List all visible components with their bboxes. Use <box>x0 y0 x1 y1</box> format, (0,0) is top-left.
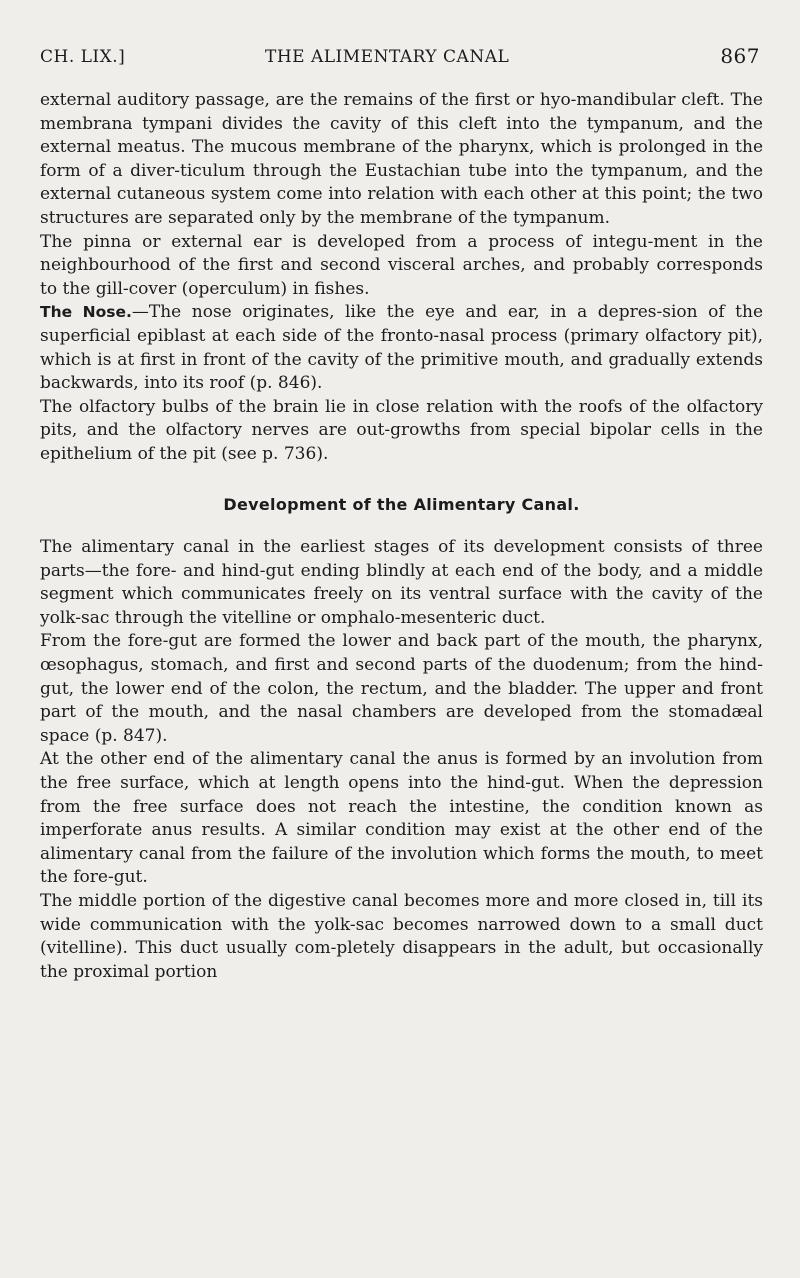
paragraph-text: From the fore-gut are formed the lower and back part of the mouth, the pharynx, œsophagus, stomach, and first and second parts of the duodenum; from the hind-gut, the lower end of the colon, the rectum, and the bladder. The upper and front part of the mouth, and the nasal chambers are developed from the stomadæal space (p. 847). <box>40 631 763 746</box>
paragraph <box>40 396 763 467</box>
paragraph <box>40 890 763 984</box>
paragraph-text: The middle portion of the digestive canal becomes more and more closed in, till its wide communication with the yolk-sac becomes narrowed down to a small duct (vitelline). This duct usually com-pletely disappears in the adult, but occasionally the proximal portion <box>40 891 763 982</box>
body-text <box>40 89 763 984</box>
running-head <box>40 44 760 77</box>
run-in-heading: The Nose. <box>40 303 132 322</box>
paragraph <box>40 231 763 302</box>
paragraph-text: The alimentary canal in the earliest stages of its development consists of three parts—the fore- and hind-gut ending blindly at each end of the body, and a middle segment which communicates freely on its ventral surface with the cavity of the yolk-sac through the vitelline or omphalo-mesenteric duct. <box>40 537 763 628</box>
running-title: THE ALIMENTARY CANAL <box>265 47 510 67</box>
section-heading: Development of the Alimentary Canal. <box>223 494 580 514</box>
paragraph <box>40 301 763 395</box>
paragraph <box>40 630 763 748</box>
chapter-label: CH. LIX.] <box>40 47 126 67</box>
paragraph-text: The olfactory bulbs of the brain lie in close relation with the roofs of the olfactory pits, and the olfactory nerves are out-growths from special bipolar cells in the epithelium of the pit (see p. 736). <box>40 396 763 464</box>
paragraph <box>40 89 763 231</box>
paragraph-text: The pinna or external ear is developed from a process of integu-ment in the neighbourhood of the first and second visceral arches, and probably corresponds to the gill-cover (operculum) in fishes. <box>40 231 763 299</box>
paragraph-text: At the other end of the alimentary canal the anus is formed by an involution from the free surface, which at length opens into the hind-gut. When the depression from the free surface does not reach the intestine, the condition known as imperforate anus results. A similar condition may exist at the other end of the alimentary canal from the failure of the involution which forms the mouth, to meet the fore-gut. <box>40 749 763 888</box>
page-number: 867 <box>720 44 760 68</box>
paragraph-text: —The nose originates, like the eye and ear, in a depres-sion of the superficial epiblast at each side of the fronto-nasal process (primary olfactory pit), which is at first in front of the cavity of the primitive mouth, and gradually extends backwards, into its roof (p. 846). <box>40 302 763 394</box>
paragraph <box>40 748 763 890</box>
paragraph <box>40 536 763 630</box>
paragraph-text: external auditory passage, are the remains of the first or hyo-mandibular cleft. The membrana tympani divides the cavity of this cleft into the tympanum, and the external meatus. The mucous membrane of the pharynx, which is prolonged in the form of a diver-ticulum through the Eustachian tube into the tympanum, and the external cutaneous system come into relation with each other at this point; the two structures are separated only by the membrane of the tympanum. <box>40 90 763 228</box>
